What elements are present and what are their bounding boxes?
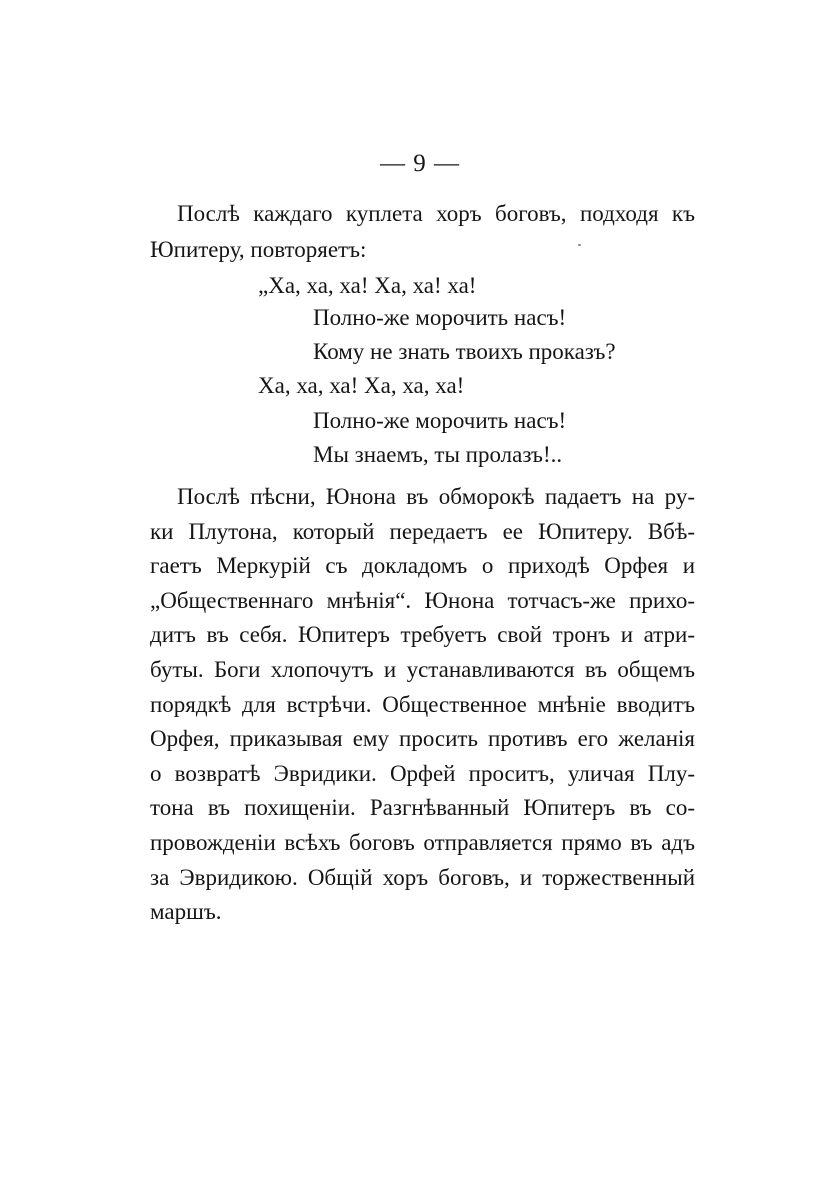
verse-line: Полно-же морочить насъ!	[313, 408, 567, 433]
page-number: — 9 —	[380, 150, 460, 177]
body-line: гаетъ Меркурій съ докладомъ о приходѣ Орфея и	[150, 553, 695, 579]
body-line: за Эвридикою. Общій хоръ боговъ, и торжественный	[150, 864, 695, 890]
intro-line: Послѣ каждаго куплета хоръ боговъ, подходя къ	[177, 201, 695, 226]
body-line: буты. Боги хлопочутъ и устанавливаются въ общемъ	[150, 656, 695, 682]
body-line: провожденіи всѣхъ боговъ отправляется прямо въ адъ	[150, 829, 695, 855]
verse-line: Мы знаемъ, ты пролазъ!..	[313, 442, 563, 467]
body-line: дитъ въ себя. Юпитеръ требуетъ свой тронъ и атри-	[150, 622, 695, 648]
body-line: маршъ.	[150, 899, 222, 925]
body-line: о возвратѣ Эвридики. Орфей проситъ, уличая Плу-	[150, 760, 695, 786]
body-line: порядкѣ для встрѣчи. Общественное мнѣніе вводитъ	[150, 691, 695, 717]
body-line: ки Плутона, который передаетъ ее Юпитеру. Вбѣ-	[150, 518, 695, 544]
body-line: тона въ похищеніи. Разгнѣванный Юпитеръ въ со-	[150, 795, 695, 821]
stage-direction-paragraph	[150, 480, 695, 930]
verse-line: Кому не знать твоихъ проказъ?	[313, 339, 616, 364]
verse-line: Полно-же морочить насъ!	[313, 305, 567, 330]
body-line: Орфея, приказывая ему просить противъ его желанія	[150, 726, 695, 752]
body-line: Послѣ пѣсни, Юнона въ обморокѣ падаетъ на ру-	[177, 484, 695, 509]
paper-speck	[578, 244, 581, 246]
body-line: „Общественнаго мнѣнія“. Юнона тотчасъ-же прихо-	[150, 587, 695, 613]
verse-line: Ха, ха, ха! Ха, ха, ха!	[258, 373, 465, 398]
verse-line: „Ха, ха, ха! Ха, ха! ха!	[258, 273, 477, 298]
intro-paragraph	[150, 196, 695, 268]
intro-line: Юпитеру, повторяетъ:	[150, 237, 367, 262]
